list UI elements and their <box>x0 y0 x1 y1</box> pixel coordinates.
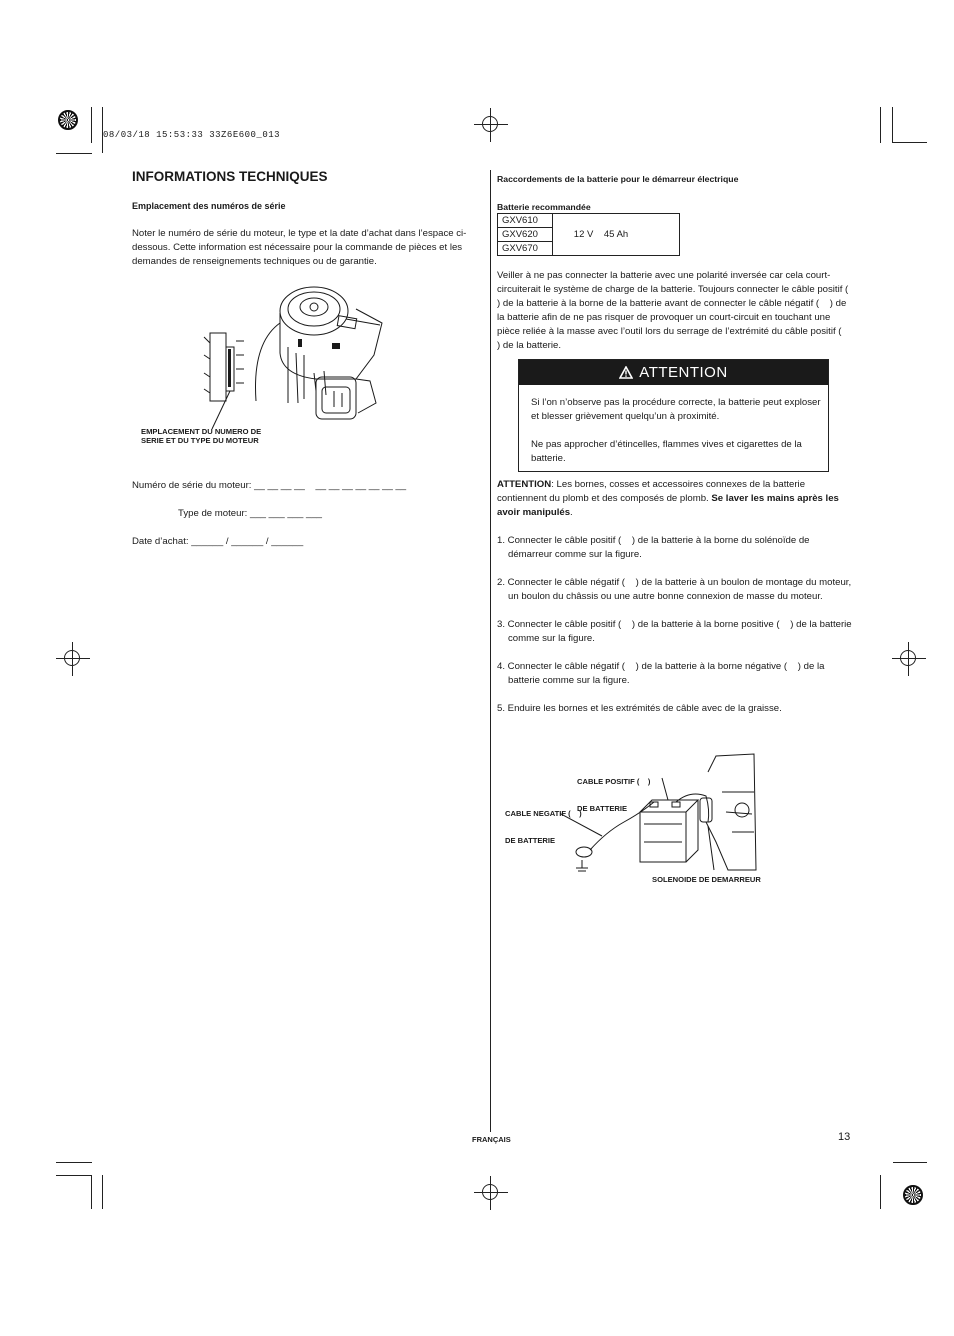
model-cell: GXV610 <box>498 214 553 228</box>
list-item: 4. Connecter le câble négatif ( ) de la batterie à la borne négative ( ) de la batterie comme sur la figure. <box>497 661 828 686</box>
crop-mark <box>893 1162 927 1163</box>
footer-language: FRANÇAIS <box>472 1135 511 1144</box>
list-item: 3. Connecter le câble positif ( ) de la batterie à la borne positive ( ) de la batterie comme sur la figure. <box>497 619 855 644</box>
negative-cable-label: CABLE NEGATIF ( ) DE BATTERIE <box>505 809 582 845</box>
serial-number-field: Numéro de série du moteur: __ __ __ __ __ __ __ __ __ __ __ <box>132 480 407 491</box>
page-number: 13 <box>838 1131 851 1143</box>
crop-mark <box>893 142 927 143</box>
crop-mark <box>91 107 92 143</box>
warning-triangle-icon <box>619 366 633 379</box>
registration-crosshair <box>474 1176 508 1210</box>
spec-cell: 12 V 45 Ah <box>553 214 680 256</box>
crop-mark <box>91 1175 92 1209</box>
engine-serial-location-illustration <box>196 283 386 443</box>
solenoid-label: SOLENOIDE DE DEMARREUR <box>652 875 761 884</box>
attention-header: ATTENTION <box>519 360 828 385</box>
attention-line-2: Ne pas approcher d’étincelles, flammes vives et cigarettes de la batterie. <box>531 439 802 464</box>
crop-mark <box>56 1175 92 1176</box>
serial-location-label: EMPLACEMENT DU NUMERO DE SERIE ET DU TYPE DU MOTEUR <box>141 427 262 445</box>
crop-mark <box>56 1162 92 1163</box>
registration-crosshair <box>892 642 926 676</box>
crop-mark <box>892 107 893 143</box>
registration-mark-top-left <box>58 110 78 130</box>
purchase-date-field: Date d’achat: ______ / ______ / ______ <box>132 536 304 547</box>
list-item: 1. Connecter le câble positif ( ) de la batterie à la borne du solénoïde de démarreur comme sur la figure. <box>497 535 813 560</box>
battery-recommended-title: Batterie recommandée <box>497 202 591 212</box>
battery-spec-table <box>497 213 680 256</box>
print-stamp: 08/03/18 15:53:33 33Z6E600_013 <box>103 130 281 140</box>
engine-type-field: Type de moteur: ___ ___ ___ ___ <box>178 508 323 519</box>
connection-steps <box>497 534 855 730</box>
registration-crosshair <box>474 108 508 142</box>
column-divider <box>490 170 491 1132</box>
registration-crosshair <box>56 642 90 676</box>
crop-mark <box>56 153 92 154</box>
polarity-warning-paragraph: Veiller à ne pas connecter la batterie avec une polarité inversée car cela court-circuiterait le système de charge de la batterie. Toujours connecter le câble positif ( ) de la batterie à la borne de la batterie avant de connecter le câble négatif ( ) de la batterie afin de ne pas risquer de provoquer un court-circuit en touchant une pièce reliée à la masse avec l’outil lors du serrage de l’extrémité du câble positif ( ) de la batterie. <box>497 270 859 351</box>
model-cell: GXV620 <box>498 228 553 242</box>
page-title: INFORMATIONS TECHNIQUES <box>132 169 328 184</box>
section-subtitle: Emplacement des numéros de série <box>132 201 286 211</box>
lead-notice: ATTENTION: Les bornes, cosses et accessoires connexes de la batterie contiennent du plomb et des composés de plomb. Se laver les mains après les avoir manipulés. <box>497 479 839 518</box>
attention-line-1: Si l’on n’observe pas la procédure correcte, la batterie peut exploser et blesser grièvement quelqu’un à proximité. <box>531 397 821 422</box>
intro-paragraph: Noter le numéro de série du moteur, le type et la date d’achat dans l’espace ci-dessous. Cette information est nécessaire pour la commande de pièces et les demandes de renseignements techniques ou de garantie. <box>132 228 467 267</box>
list-item: 5. Enduire les bornes et les extrémités de câble avec de la graisse. <box>497 703 782 714</box>
table-row <box>498 214 680 228</box>
battery-heading: Raccordements de la batterie pour le démarreur électrique <box>497 174 739 184</box>
registration-mark-bottom-right <box>903 1185 923 1205</box>
positive-cable-label: CABLE POSITIF ( ) DE BATTERIE <box>577 777 651 813</box>
model-cell: GXV670 <box>498 242 553 256</box>
list-item: 2. Connecter le câble négatif ( ) de la batterie à un boulon de montage du moteur, un boulon du châssis ou une autre bonne connexion de masse du moteur. <box>497 577 854 602</box>
crop-mark <box>880 1175 881 1209</box>
crop-mark <box>880 107 881 143</box>
crop-mark <box>102 1175 103 1209</box>
attention-box <box>518 359 829 472</box>
